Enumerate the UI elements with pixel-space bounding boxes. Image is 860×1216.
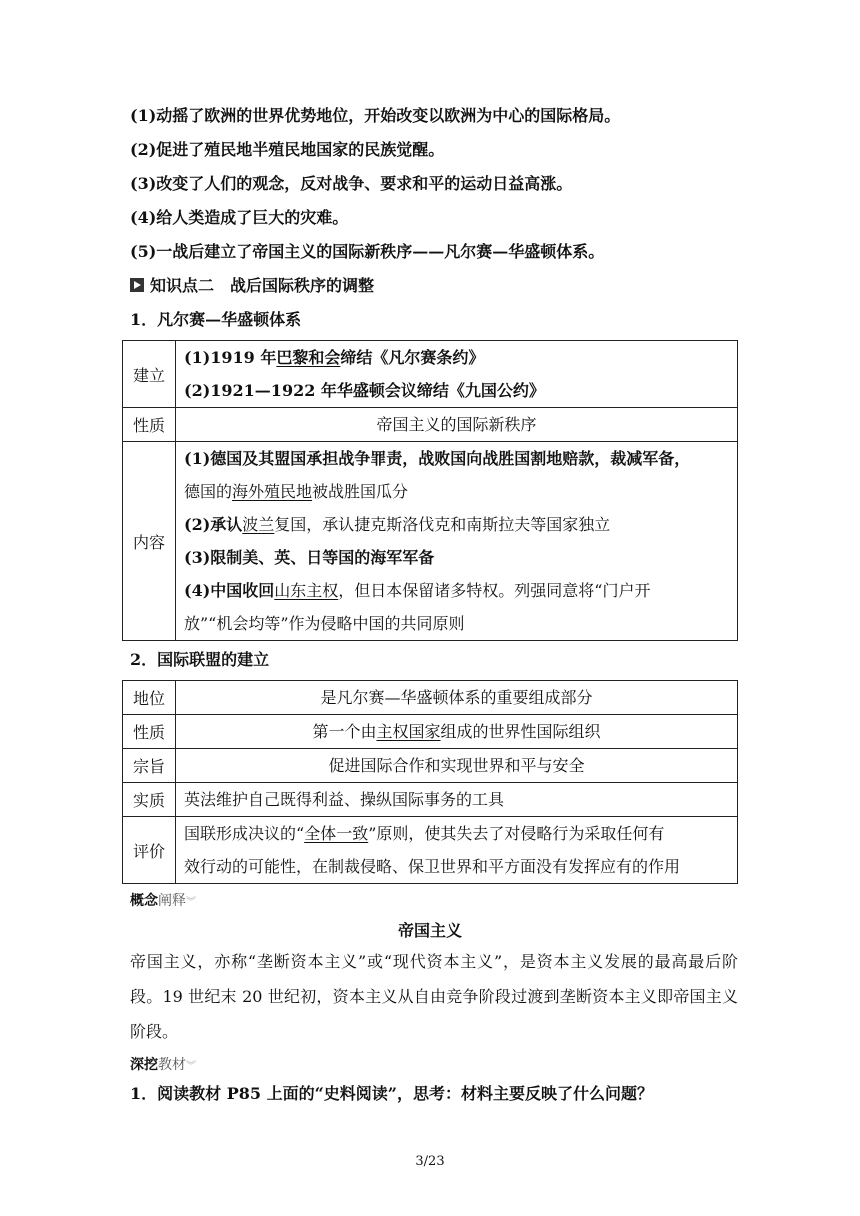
chevron-double-down-icon: ︾	[186, 897, 196, 908]
table-row	[123, 681, 738, 715]
page-number: 3/23	[415, 1154, 445, 1169]
table-cell: 是凡尔赛—华盛顿体系的重要组成部分	[176, 681, 738, 715]
row-header: 评价	[123, 817, 176, 884]
table-cell: (1)德国及其盟国承担战争罪责，战败国向战胜国割地赔款，裁减军备， 德国的海外殖民地被战胜国瓜分 (2)承认波兰复国，承认捷克斯洛伐克和南斯拉夫等国家独立 (3)限制美、英、日等国的海军军备 (4)中国收回山东主权，但日本保留诸多特权。列强同意将“门户开 放”“机会均等”作为侵略中国的共同原则	[176, 442, 738, 641]
intro-point-5: (5)一战后建立了帝国主义的国际新秩序——凡尔赛—华盛顿体系。	[130, 242, 605, 261]
chevron-double-down-icon: ︾	[186, 1061, 196, 1072]
play-triangle-icon	[130, 278, 144, 292]
table-cell: 国联形成决议的“全体一致”原则，使其失去了对侵略行为采取任何有 效行动的可能性，在制裁侵略、保卫世界和平方面没有发挥应有的作用	[176, 817, 738, 884]
row-header: 性质	[123, 715, 176, 749]
subsection-title-2: 2．国际联盟的建立	[130, 650, 270, 669]
table-row	[123, 341, 738, 408]
concept-tag: 概念阐释︾	[130, 893, 196, 909]
intro-point-1: (1)动摇了欧洲的世界优势地位，开始改变以欧洲为中心的国际格局。	[130, 106, 621, 125]
row-header: 建立	[123, 341, 176, 408]
concept-body: 帝国主义，亦称“垄断资本主义”或“现代资本主义”，是资本主义发展的最高最后阶段。19 世纪末 20 世纪初，资本主义从自由竞争阶段过渡到垄断资本主义即帝国主义阶段。	[130, 952, 738, 1041]
section-heading	[130, 276, 374, 296]
table-cell: 第一个由主权国家组成的世界性国际组织	[176, 715, 738, 749]
table-cell: 促进国际合作和实现世界和平与安全	[176, 749, 738, 783]
concept-title: 帝国主义	[397, 921, 462, 940]
table-row	[123, 715, 738, 749]
row-header: 实质	[123, 783, 176, 817]
question-1: 1．阅读教材 P85 上面的“史料阅读”，思考：材料主要反映了什么问题？	[130, 1084, 653, 1103]
table-row	[123, 408, 738, 442]
league-of-nations-table	[122, 680, 738, 884]
table-cell: 帝国主义的国际新秩序	[176, 408, 738, 442]
table-cell: (1)1919 年巴黎和会缔结《凡尔赛条约》 (2)1921—1922 年华盛顿会议缔结《九国公约》	[176, 341, 738, 408]
table-cell: 英法维护自己既得利益、操纵国际事务的工具	[176, 783, 738, 817]
subsection-title-1: 1．凡尔赛—华盛顿体系	[130, 310, 302, 329]
dig-tag: 深挖教材︾	[130, 1057, 196, 1073]
table-row	[123, 783, 738, 817]
section-heading-text: 知识点二 战后国际秩序的调整	[150, 276, 375, 295]
row-header: 地位	[123, 681, 176, 715]
table-row	[123, 817, 738, 884]
table-row	[123, 749, 738, 783]
intro-point-3: (3)改变了人们的观念，反对战争、要求和平的运动日益高涨。	[130, 174, 573, 193]
intro-point-2: (2)促进了殖民地半殖民地国家的民族觉醒。	[130, 140, 445, 159]
row-header: 性质	[123, 408, 176, 442]
row-header: 宗旨	[123, 749, 176, 783]
table-row	[123, 442, 738, 641]
versailles-washington-table	[122, 340, 738, 641]
row-header: 内容	[123, 442, 176, 641]
intro-point-4: (4)给人类造成了巨大的灾难。	[130, 208, 349, 227]
